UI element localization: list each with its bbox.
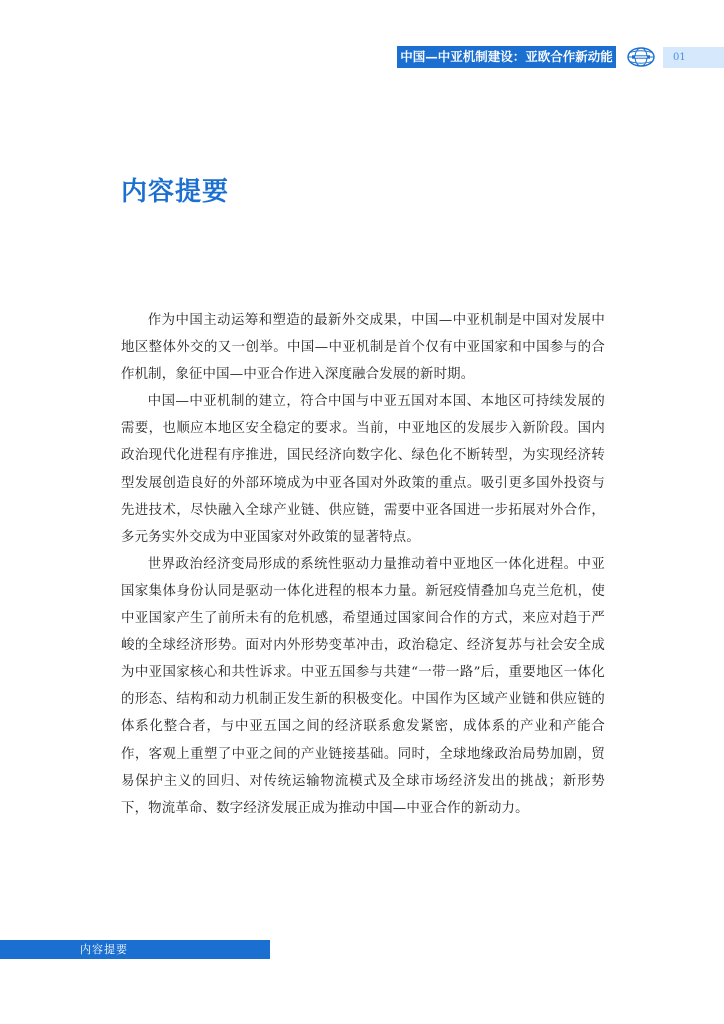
body-text <box>121 307 605 822</box>
paragraph-1: 作为中国主动运筹和塑造的最新外交成果，中国—中亚机制是中国对发展中地区整体外交的又一创举。中国—中亚机制是首个仅有中亚国家和中国参与的合作机制，象征中国—中亚合作进入深度融合发展的新时期。 <box>121 313 605 383</box>
page-title: 内容提要 <box>121 177 230 207</box>
paragraph-3: 世界政治经济变局形成的系统性驱动力量推动着中亚地区一体化进程。中亚国家集体身份认同是驱动一体化进程的根本力量。新冠疫情叠加乌克兰危机，使中亚国家产生了前所未有的危机感，希望通过国家间合作的方式，来应对趋于严峻的全球经济形势。面对内外形势变革冲击，政治稳定、经济复苏与社会安全成为中亚国家核心和共性诉求。中亚五国参与共建“一带一路”后，重要地区一体化的形态、结构和动力机制正发生新的积极变化。中国作为区域产业链和供应链的体系化整合者，与中亚五国之间的经济联系愈发紧密，成体系的产业和产能合作，客观上重塑了中亚之间的产业链接基础。同时，全球地缘政治局势加剧，贸易保护主义的回归、对传统运输物流模式及全球市场经济发出的挑战；新形势下，物流革命、数字经济发展正成为推动中国—中亚合作的新动力。 <box>121 556 605 816</box>
header-title-bar <box>397 46 616 68</box>
header-title: 中国—中亚机制建设：亚欧合作新动能 <box>400 49 613 64</box>
paragraph-2: 中国—中亚机制的建立，符合中国与中亚五国对本国、本地区可持续发展的需要，也顺应本地区安全稳定的要求。当前，中亚地区的发展步入新阶段。国内政治现代化进程有序推进，国民经济向数字化、绿色化不断转型，为实现经济转型发展创造良好的外部环境成为中亚各国对外政策的重点。吸引更多国外投资与先进技术，尽快融入全球产业链、供应链，需要中亚各国进一步拓展对外合作，多元务实外交成为中亚国家对外政策的显著特点。 <box>121 394 605 545</box>
footer-section-bar <box>0 940 270 959</box>
page-number: 01 <box>673 52 686 63</box>
page-number-tab <box>663 47 724 68</box>
globe-emblem-icon <box>626 45 656 69</box>
footer-label: 内容提要 <box>80 943 128 956</box>
